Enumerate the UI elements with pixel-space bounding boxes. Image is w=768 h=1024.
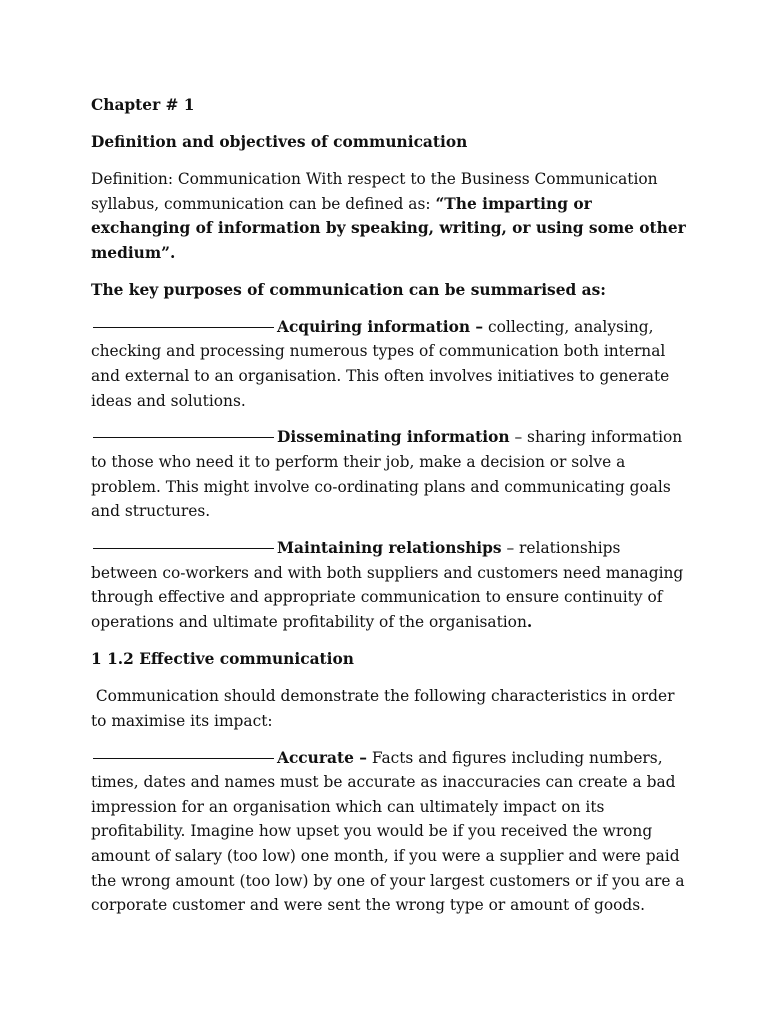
chapter-heading: Chapter # 1 xyxy=(91,96,195,114)
characteristic-item-accurate xyxy=(91,746,691,918)
bullet-rule xyxy=(93,548,274,549)
section-title: Definition and objectives of communication xyxy=(91,132,468,151)
purpose-text: – sharing information to those who need it to perform their job, make a decision or solve a problem. This might involve co-ordinating plans and communicating goals and structures. xyxy=(91,428,683,521)
characteristic-text: Facts and figures including numbers, times, dates and names must be accurate as inaccuracies can create a bad impression for an organisation which can ultimately impact on its profitability. Imagine how upset you would be if you received the wrong amount of salary (too low) one month, if you were a supplier and were paid the wrong amount (too low) by one of your largest customers or if you are a corporate customer and were sent the wrong type or amount of goods. xyxy=(91,748,685,915)
bullet-rule xyxy=(93,327,274,328)
purposes-heading: The key purposes of communication can be summarised as: xyxy=(91,280,606,299)
bullet-rule xyxy=(93,437,274,438)
purpose-term: Acquiring information – xyxy=(277,317,484,336)
purpose-end-period: . xyxy=(526,613,533,632)
definition-lead: Definition: Communication With respect to the Business Communication syllabus, communication can be defined as: xyxy=(91,169,658,213)
purpose-text: collecting, analysing, checking and processing numerous types of communication both internal and external to an organisation. This often involves initiatives to generate ideas and solutions. xyxy=(91,317,670,410)
effective-intro: Communication should demonstrate the following characteristics in order to maximise its impact: xyxy=(91,687,680,730)
purpose-item-disseminating xyxy=(91,425,691,523)
purpose-item-maintaining xyxy=(91,536,691,634)
definition-quote: “The imparting or exchanging of information by speaking, writing, or using some other medium”. xyxy=(91,194,686,262)
purpose-term: Maintaining relationships xyxy=(277,539,502,558)
purpose-term: Disseminating information xyxy=(277,428,510,447)
bullet-rule xyxy=(93,758,274,759)
purpose-text: – relationships between co-workers and with both suppliers and customers need managing through effective and appropriate communication to ensure continuity of operations and ultimate profitability of the organisation xyxy=(91,539,684,632)
definition-paragraph xyxy=(91,167,691,265)
document-page xyxy=(91,93,691,930)
purpose-item-acquiring xyxy=(91,315,691,413)
characteristic-term: Accurate – xyxy=(277,748,367,767)
effective-heading: 1 1.2 Effective communication xyxy=(91,650,354,669)
